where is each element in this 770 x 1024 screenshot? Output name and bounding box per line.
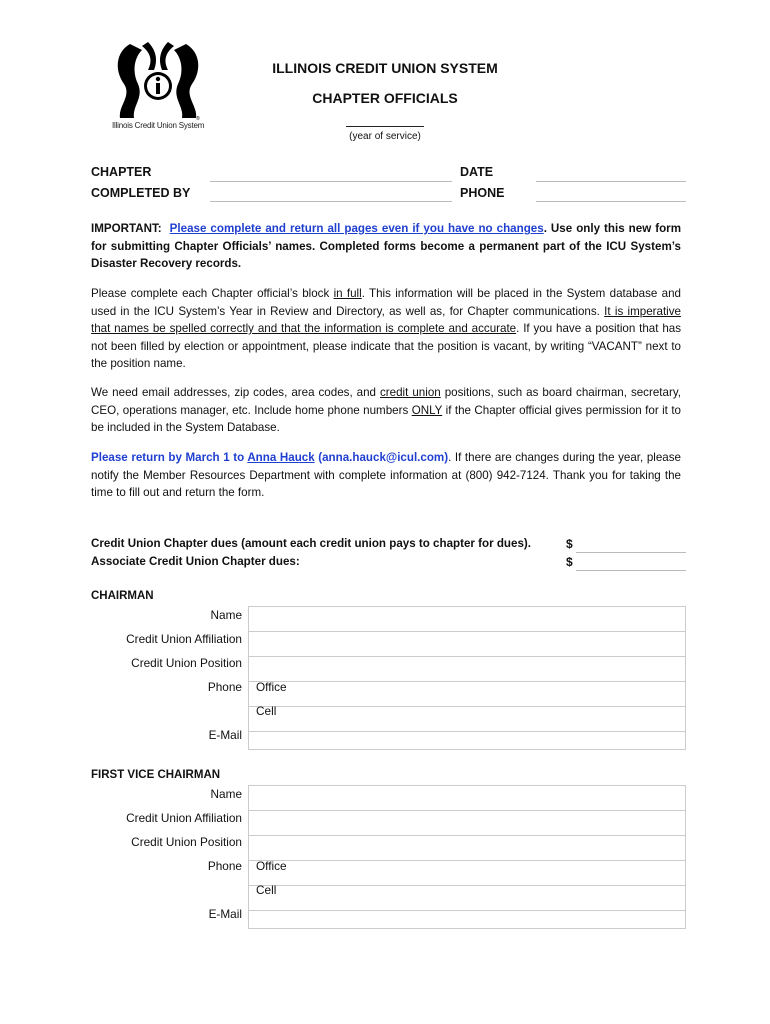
- date-field[interactable]: [536, 181, 686, 182]
- p2-underline-1: credit union: [380, 386, 441, 399]
- vice-chairman-position-input[interactable]: [249, 835, 685, 860]
- chairman-name-input[interactable]: [249, 607, 685, 631]
- chairman-email-label: E-Mail: [208, 728, 242, 742]
- associate-dues-label: Associate Credit Union Chapter dues:: [91, 555, 300, 568]
- p1-underline-2: It is imperative that names be spelled correctly and that the information is complete and accurate: [91, 304, 681, 335]
- chairman-phone-label: Phone: [207, 680, 242, 694]
- vice-chairman-cell-label: Cell: [256, 883, 277, 897]
- year-label: (year of service): [349, 131, 421, 142]
- chairman-name-label: Name: [210, 608, 242, 622]
- date-label: DATE: [460, 165, 494, 179]
- chapter-label: CHAPTER: [91, 165, 152, 179]
- vice-chairman-position-label: Credit Union Position: [131, 835, 242, 849]
- chairman-affiliation-label: Credit Union Affiliation: [126, 632, 242, 646]
- chairman-phone-cell-input[interactable]: [249, 706, 685, 731]
- chairman-cell-label: Cell: [256, 704, 277, 718]
- important-lead: IMPORTANT:: [91, 222, 162, 235]
- chairman-affiliation-input[interactable]: [249, 631, 685, 656]
- completed-by-field[interactable]: [210, 201, 452, 202]
- contact-link[interactable]: Anna Hauck: [247, 451, 315, 464]
- p1-text-c: . If you have a position that has not been filled by election or appointment, please indicate that the position is vacant, by writing “VACANT” next to the position name.: [91, 322, 682, 370]
- associate-dues-field[interactable]: [576, 570, 686, 571]
- vice-chairman-phone-office-input[interactable]: [249, 860, 685, 885]
- instructions-paragraph-3: [91, 449, 681, 502]
- chairman-email-input[interactable]: [249, 731, 685, 755]
- vice-chairman-email-input[interactable]: [249, 910, 685, 934]
- vice-chairman-affiliation-label: Credit Union Affiliation: [126, 811, 242, 825]
- p3-return-text: Please return by March 1 to: [91, 451, 248, 464]
- vice-chairman-phone-label: Phone: [207, 859, 242, 873]
- chairman-phone-office-input[interactable]: [249, 681, 685, 706]
- p2-text-b: positions, such as board chairman, secretary, CEO, operations manager, etc. Include home phone numbers: [91, 386, 681, 417]
- vice-chairman-affiliation-input[interactable]: [249, 810, 685, 835]
- page-title: ILLINOIS CREDIT UNION SYSTEM: [272, 60, 498, 76]
- chapter-dues-currency: $: [566, 537, 573, 551]
- chairman-form-box: [248, 606, 686, 750]
- p2-underline-2: ONLY: [411, 403, 443, 417]
- instructions-paragraph-1: [91, 285, 681, 373]
- chairman-position-label: Credit Union Position: [131, 656, 242, 670]
- svg-text:®: ®: [196, 116, 200, 122]
- chapter-dues-label: Credit Union Chapter dues (amount each credit union pays to chapter for dues).: [91, 537, 531, 550]
- vice-chairman-email-label: E-Mail: [208, 907, 242, 921]
- section-title-first-vice-chairman: FIRST VICE CHAIRMAN: [91, 769, 221, 781]
- important-notice: [91, 220, 681, 273]
- logo-caption: Illinois Credit Union System: [112, 121, 205, 130]
- phone-label: PHONE: [460, 186, 505, 200]
- p3-text-c: . If there are changes during the year, please notify the Member Resources Department with complete information at (800) 942-7124. Thank you for taking the time to fill out and return the form.: [91, 451, 681, 499]
- p1-underline-1: in full: [333, 287, 362, 300]
- chairman-position-input[interactable]: [249, 656, 685, 681]
- completed-by-label: COMPLETED BY: [91, 186, 191, 200]
- year-line[interactable]: [346, 126, 424, 127]
- vice-chairman-phone-cell-input[interactable]: [249, 885, 685, 910]
- p1-text-b: . This information will be placed in the System database and used in the ICU System’s Year in Review and Directory, as well as, for Chapter communications.: [91, 287, 681, 318]
- p2-text-c: if the Chapter official gives permission for it to be included in the System Database.: [91, 403, 681, 434]
- contact-email: (anna.hauck@icul.com): [314, 451, 449, 464]
- phone-field[interactable]: [536, 201, 686, 202]
- chapter-field[interactable]: [210, 181, 452, 182]
- instructions-paragraph-2: [91, 384, 681, 437]
- chairman-office-label: Office: [256, 680, 287, 694]
- chapter-dues-field[interactable]: [576, 552, 686, 553]
- vice-chairman-name-label: Name: [210, 787, 242, 801]
- vice-chairman-office-label: Office: [256, 859, 287, 873]
- important-rest: . Use only this new form for submitting Chapter Officials’ names. Completed forms become a permanent part of the ICU System’s Disaster Recovery records.: [91, 222, 682, 270]
- vice-chairman-name-input[interactable]: [249, 786, 685, 810]
- p1-text-a: Please complete each Chapter official’s block: [91, 287, 334, 300]
- associate-dues-currency: $: [566, 555, 573, 569]
- p2-text-a: We need email addresses, zip codes, area codes, and: [91, 386, 380, 399]
- first-vice-chairman-form-box: [248, 785, 686, 929]
- page-subtitle: CHAPTER OFFICIALS: [312, 90, 458, 106]
- important-highlight: Please complete and return all pages even if you have no changes: [169, 222, 544, 235]
- section-title-chairman: CHAIRMAN: [91, 590, 154, 602]
